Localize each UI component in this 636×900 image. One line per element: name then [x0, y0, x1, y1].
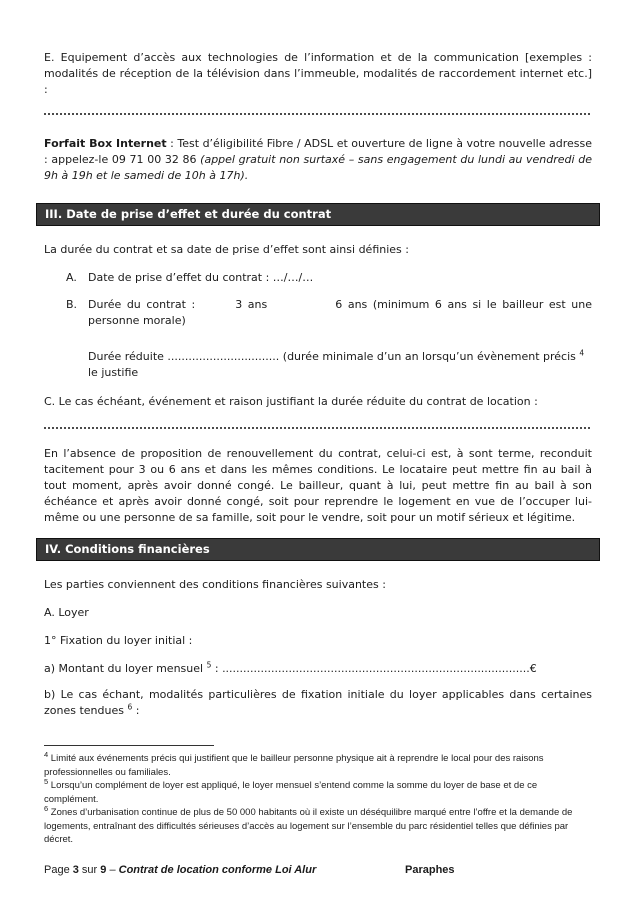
- montant-loyer-line: [44, 661, 592, 677]
- duree-reduite-blank: ................................: [167, 350, 280, 363]
- section-4-header: IV. Conditions financières: [36, 538, 600, 561]
- item-b-label: Durée du contrat :: [88, 298, 196, 311]
- footnote-ref-4: 4: [579, 348, 585, 358]
- euro-sign: €: [529, 662, 537, 675]
- footer-total-pages: 9: [100, 863, 107, 876]
- montant-separator: :: [211, 662, 223, 675]
- footer-page-word: Page: [44, 863, 73, 876]
- section-3-intro: La durée du contrat et sa date de prise d’effet sont ainsi définies :: [44, 243, 409, 256]
- forfait-box-hours: (appel gratuit non surtaxé – sans engagement du lundi au vendredi de 9h à 19h et le samedi de 10h à 17h).: [44, 153, 592, 182]
- footnote-ref-5: 5: [206, 660, 212, 670]
- footnote-5: [44, 776, 592, 806]
- list-item-a-date-effet: [44, 270, 592, 286]
- footnote-6-marker: 6: [44, 803, 49, 813]
- footnote-4: [44, 749, 592, 779]
- section-4-intro: Les parties conviennent des conditions financières suivantes :: [44, 578, 386, 591]
- footnote-6: [44, 803, 592, 847]
- forfait-box-label: Forfait Box Internet: [44, 137, 167, 150]
- duree-reduite-text: (durée minimale d’un an lorsqu’un évènement précis: [279, 350, 580, 363]
- section-e-paragraph: E. Equipement d’accès aux technologies de l’information et de la communication [exemples : modalités de réception de la télévision dans l’immeuble, modalités de raccordement internet etc.] :: [44, 51, 592, 96]
- footnote-6-text: Zones d’urbanisation continue de plus de 50 000 habitants où il existe un déséquilibre marqué entre l’offre et la demande de logements, entraînant des difficultés sérieuses d’accès au logement sur l’ensemble du parc résidentiel telles que définies par décret.: [44, 807, 573, 845]
- list-item-b-duree-contrat: [44, 297, 592, 329]
- tacit-renewal-paragraph: En l’absence de proposition de renouvellement du contrat, celui-ci est, à sont terme, reconduit tacitement pour 3 ou 6 ans et dans les mêmes conditions. Le locataire peut mettre fin au bail à tout moment, après avoir donné congé. Le bailleur, quant à lui, peut mettre fin au bail à son échéance et après avoir donné congé, soit pour reprendre le logement en vue de l’occuper lui-même ou une personne de sa famille, soit pour le vendre, soit pour un motif sérieux et légitime.: [44, 447, 592, 524]
- duration-option-3-ans: 3 ans: [235, 298, 268, 311]
- footnote-4-marker: 4: [44, 749, 49, 759]
- footnotes-block: [44, 749, 592, 847]
- footer-sur-word: sur: [78, 863, 101, 876]
- forfait-box-paragraph: [44, 136, 592, 184]
- loyer-heading: A. Loyer: [44, 606, 89, 619]
- footnote-5-text: Lorsqu’un complément de loyer est appliqué, le loyer mensuel s’entend comme la somme du loyer de base et de ce complément.: [44, 780, 538, 805]
- footnote-separator: [44, 745, 214, 746]
- footer-paraphes-label: Paraphes: [405, 863, 455, 876]
- footer-dash: –: [106, 863, 119, 876]
- duree-reduite-end: le justifie: [88, 366, 139, 379]
- dotted-fill-line: [44, 427, 592, 429]
- item-a-text: Date de prise d’effet du contrat : …/…/…: [88, 271, 314, 284]
- list-item-c-evenement: C. Le cas échéant, événement et raison justifiant la durée réduite du contrat de location :: [44, 395, 538, 408]
- zones-text: b) Le cas échant, modalités particulières de fixation initiale du loyer applicables dans certaines zones tendues: [44, 688, 592, 717]
- dotted-fill-line: [44, 113, 592, 115]
- section-3-header: III. Date de prise d’effet et durée du contrat: [36, 203, 600, 226]
- page-footer: [44, 864, 592, 876]
- footer-page-number: 3: [72, 863, 79, 876]
- footnote-5-marker: 5: [44, 776, 49, 786]
- duree-reduite-line: [44, 349, 592, 381]
- fixation-loyer-line: 1° Fixation du loyer initial :: [44, 634, 193, 647]
- item-b-marker: B.: [66, 298, 78, 311]
- zones-tendues-paragraph: [44, 687, 592, 719]
- duree-reduite-label: Durée réduite: [88, 350, 168, 363]
- item-a-marker: A.: [66, 271, 77, 284]
- montant-blank: ........................................................................................: [222, 662, 530, 675]
- footnote-ref-6: 6: [127, 702, 133, 712]
- montant-label: a) Montant du loyer mensuel: [44, 662, 207, 675]
- zones-colon: :: [132, 704, 140, 717]
- footnote-4-text: Limité aux événements précis qui justifient que le bailleur personne physique ait à reprendre le local pour des raisons professionnelles ou familiales.: [44, 753, 544, 778]
- forfait-box-text: : Test d’éligibilité Fibre / ADSL et ouverture de ligne à votre nouvelle adresse : appelez-le 09 71 00 32 86: [44, 137, 593, 166]
- duration-option-6-ans: 6 ans (minimum 6 ans si le bailleur est une personne morale): [88, 298, 592, 327]
- footer-doc-title: Contrat de location conforme Loi Alur: [118, 863, 317, 876]
